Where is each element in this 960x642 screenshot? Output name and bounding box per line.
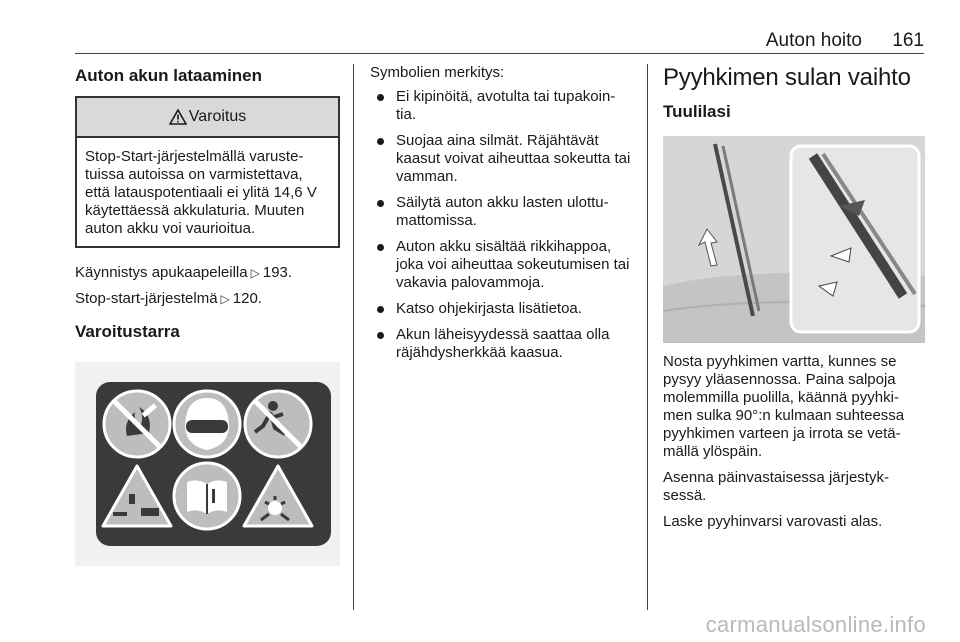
watermark: carmanualsonline.info — [705, 612, 926, 637]
wiper-illustration — [663, 136, 925, 343]
battery-warning-sticker-icon — [75, 362, 340, 566]
warning-box — [75, 96, 340, 248]
page-number: 161 — [892, 30, 924, 51]
page-header — [75, 30, 924, 50]
page-reference-arrow-icon: ▷ — [250, 266, 260, 280]
instruction-paragraph: Laske pyyhinvarsi varovasti alas. — [663, 513, 883, 530]
list-item: Suojaa aina silmät. Räjähtävät kaasut voivat aiheuttaa sokeutta tai vamman. — [370, 132, 635, 186]
list-item: Ei kipinöitä, avotulta tai tupakoin-tia. — [370, 88, 635, 124]
instruction-paragraph: Nosta pyyhkimen vartta, kunnes se pysyy yläasennossa. Paina salpoja molemmilla puolilla, käännä pyyhki-men sulka 90°:n kulmaan suhteessa pyyhkimen varteen ja irrota se vetä-mällä ylöspäin. — [663, 353, 905, 460]
header-rule — [75, 53, 924, 54]
reference-stop-start[interactable]: Stop-start-järjestelmä ▷ 120. — [75, 290, 262, 307]
wiper-section-title: Pyyhkimen sulan vaihto — [663, 64, 911, 91]
column-divider-2 — [647, 64, 648, 610]
instruction-paragraph: Asenna päinvastaisessa järjestyk-sessä. — [663, 469, 889, 504]
sticker-heading: Varoitustarra — [75, 322, 180, 341]
page-reference-arrow-icon: ▷ — [220, 292, 230, 306]
right-column — [663, 64, 925, 539]
reference-jump-start[interactable]: Käynnistys apukaapeleilla ▷ 193. — [75, 264, 293, 281]
warning-header — [77, 98, 338, 138]
header-title: Auton hoito — [765, 30, 862, 51]
warning-title: Varoitus — [188, 108, 247, 125]
windshield-subtitle: Tuulilasi — [663, 102, 731, 121]
section-title: Auton akun lataaminen — [75, 66, 263, 85]
warning-triangle-icon — [169, 109, 187, 125]
middle-column — [370, 64, 635, 370]
left-column — [75, 64, 340, 566]
list-item: Auton akku sisältää rikkihappoa, joka voi aiheuttaa sokeutumisen tai vakavia palovammoja. — [370, 238, 635, 292]
symbols-intro: Symbolien merkitys: — [370, 64, 505, 81]
warning-body: Stop-Start-järjestelmällä varuste-tuissa autoissa on varmistettava, että latauspotentiaali ei ylitä 14,6 V käytettäessä akkulaturia. Muuten auton akku voi vaurioitua. — [85, 148, 317, 237]
symbol-list — [370, 88, 635, 362]
list-item: Akun läheisyydessä saattaa olla räjähdysherkkää kaasua. — [370, 326, 635, 362]
column-divider-1 — [353, 64, 354, 610]
list-item: Säilytä auton akku lasten ulottu-mattomissa. — [370, 194, 635, 230]
list-item: Katso ohjekirjasta lisätietoa. — [370, 300, 635, 318]
